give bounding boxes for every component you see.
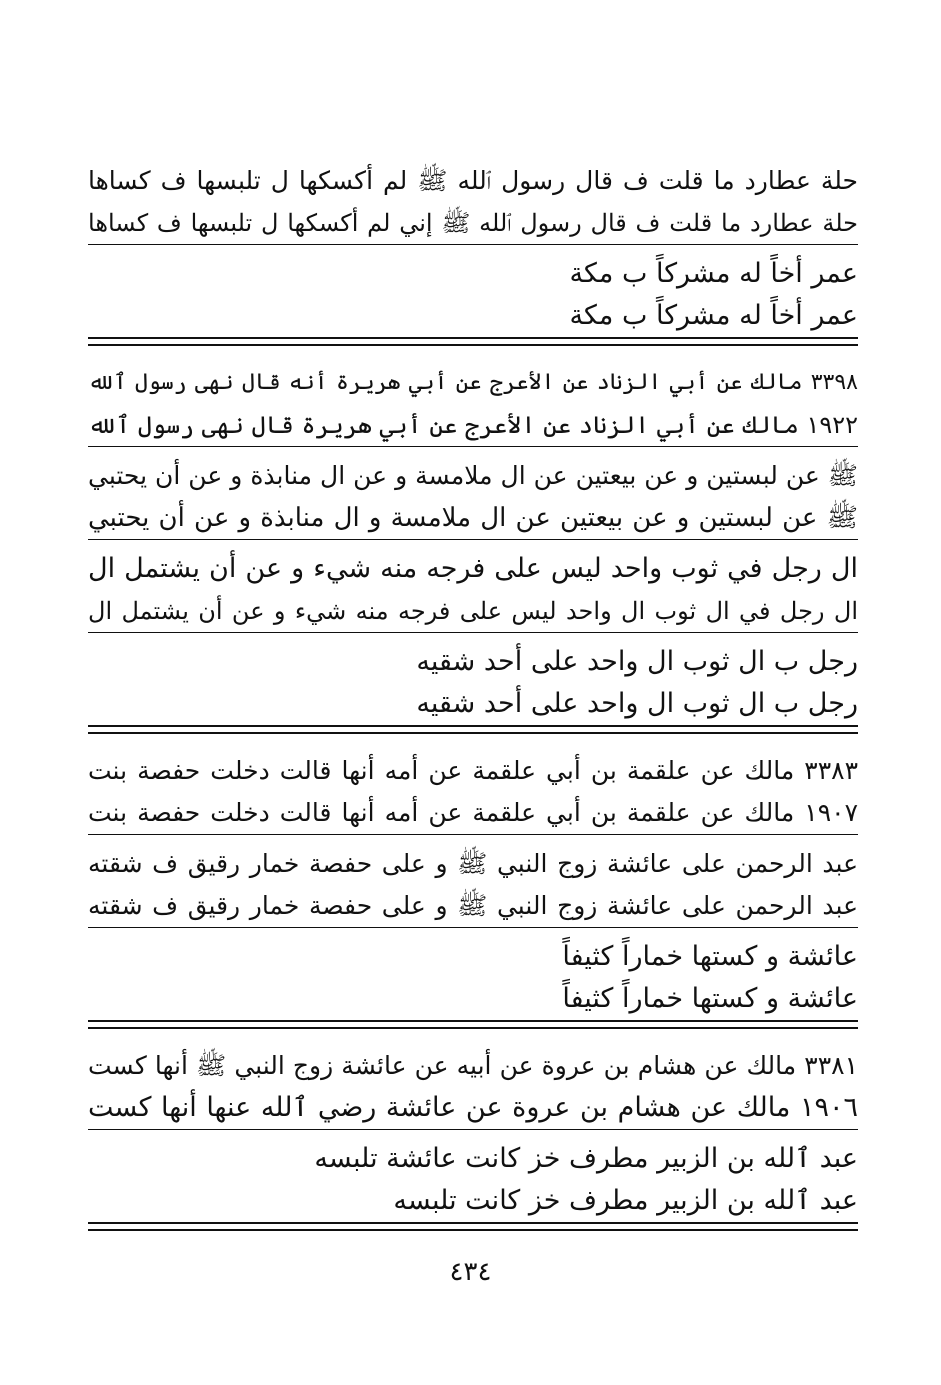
secondary-line: حلة عطارد ما قلت ف قال رسول ٱلله ﷺ إني لم أكسكها ل تلبسها ف كساها <box>88 209 858 237</box>
secondary-line: عائشة و كستها خماراً كثيفاً <box>562 983 858 1014</box>
line-pair <box>88 748 858 835</box>
line-pair <box>88 639 858 725</box>
secondary-line: عبد ٱلله بن الزبير مطرف خز كانت تلبسه <box>393 1185 858 1216</box>
line-pair <box>88 360 858 447</box>
record-divider <box>88 1020 858 1029</box>
line-pair <box>88 158 858 245</box>
line-pair <box>88 934 858 1020</box>
primary-line: عائشة و كستها خماراً كثيفاً <box>562 941 858 972</box>
record-divider <box>88 725 858 734</box>
primary-line: ال رجل في ثوب واحد ليس على فرجه منه شيء و عن أن يشتمل ال <box>88 553 858 584</box>
record-4 <box>88 1043 858 1222</box>
primary-line: حلة عطارد ما قلت ف قال رسول ٱلله ﷺ لم أكسكها ل تلبسها ف كساها <box>88 166 858 195</box>
primary-line: عبد ٱلله بن الزبير مطرف خز كانت عائشة تلبسه <box>314 1143 858 1174</box>
secondary-line: ١٩٠٦ مالك عن هشام بن عروة عن عائشة رضي ٱلله عنها أنها كست <box>88 1092 858 1123</box>
secondary-line: رجل ب ال ثوب ال واحد على أحد شقيه <box>416 688 858 719</box>
secondary-line: ١٩٢٢ مالك عن أبي الزناد عن الأعرج عن أبي هريرة قال نهى رسول ٱلله <box>88 411 858 439</box>
line-pair <box>88 841 858 928</box>
comparison-page <box>88 158 858 1245</box>
secondary-line: ١٩٠٧ مالك عن علقمة بن أبي علقمة عن أمه أنها قالت دخلت حفصة بنت <box>88 798 858 827</box>
line-pair <box>88 1043 858 1130</box>
record-1 <box>88 158 858 337</box>
secondary-line: ال رجل في ال ثوب ال واحد ليس على فرجه منه شيء و عن أن يشتمل ال <box>88 597 858 625</box>
page-number: ٤٣٤ <box>449 1257 492 1287</box>
primary-line: ٣٣٨٣ مالك عن علقمة بن أبي علقمة عن أمه أنها قالت دخلت حفصة بنت <box>88 756 858 785</box>
secondary-line: ﷺ عن لبستين و عن بيعتين عن ال ملامسة و ال منابذة و عن أن يحتبي <box>88 503 858 533</box>
line-pair <box>88 251 858 337</box>
record-3 <box>88 748 858 1020</box>
secondary-line: عمر أخاً له مشركاً ب مكة <box>569 300 858 331</box>
primary-line: ٣٣٨١ مالك عن هشام بن عروة عن أبيه عن عائشة زوج النبي ﷺ أنها كست <box>88 1051 858 1080</box>
primary-line: عمر أخاً له مشركاً ب مكة <box>569 258 858 289</box>
record-divider <box>88 1222 858 1231</box>
primary-line: ٣٣٩٨ مالك عن أبي الزناد عن الأعرج عن أبي هريرة أنه قال نهى رسول ٱلله <box>88 370 858 395</box>
secondary-line: عبد الرحمن على عائشة زوج النبي ﷺ و على حفصة خمار رقيق ف شقته <box>88 891 858 920</box>
primary-line: ﷺ عن لبستين و عن بيعتين عن ال ملامسة و عن ال منابذة و عن أن يحتبي <box>88 461 858 490</box>
line-pair <box>88 453 858 540</box>
primary-line: عبد الرحمن على عائشة زوج النبي ﷺ و على حفصة خمار رقيق ف شقته <box>88 849 858 878</box>
line-pair <box>88 1136 858 1222</box>
record-divider <box>88 337 858 346</box>
line-pair <box>88 546 858 633</box>
primary-line: رجل ب ال ثوب ال واحد على أحد شقيه <box>416 646 858 677</box>
record-2 <box>88 360 858 725</box>
